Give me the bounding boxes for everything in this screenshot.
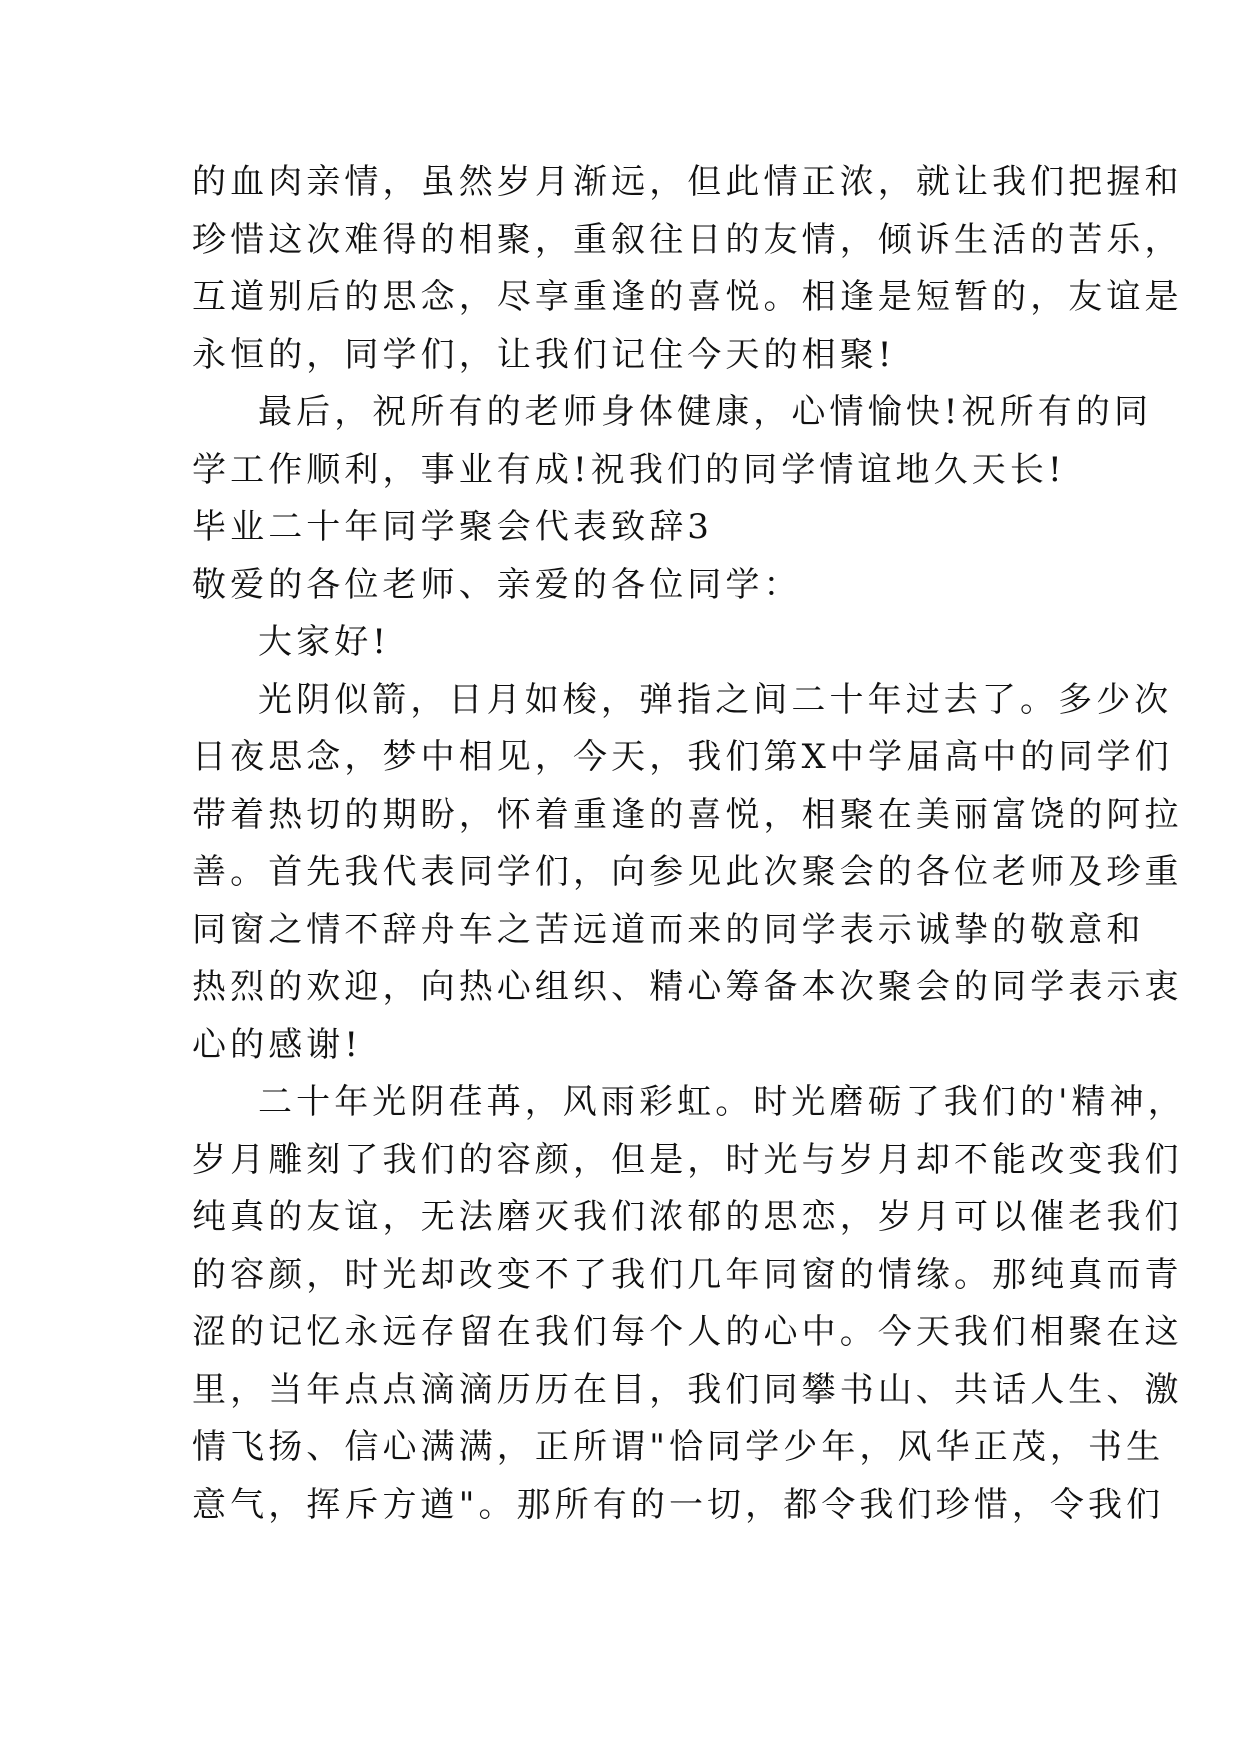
text-line: 互道别后的思念，尽享重逢的喜悦。相逢是短暂的，友谊是 — [192, 277, 1183, 317]
text-line: 涩的记忆永远存留在我们每个人的心中。今天我们相聚在这 — [192, 1312, 1183, 1352]
text-line: 二十年光阴荏苒，风雨彩虹。时光磨砺了我们的'精神， — [258, 1082, 1186, 1122]
text-line: 同窗之情不辞舟车之苦远道而来的同学表示诚挚的敬意和 — [192, 909, 1145, 950]
text-line: 毕业二十年同学聚会代表致辞3 — [192, 507, 714, 547]
text-line: 纯真的友谊，无法磨灭我们浓郁的思恋，岁月可以催老我们 — [192, 1197, 1183, 1237]
text-line: 心的感谢! — [192, 1024, 363, 1065]
document-body — [192, 154, 1186, 1534]
text-line: 岁月雕刻了我们的容颜，但是，时光与岁月却不能改变我们 — [192, 1139, 1183, 1180]
text-line: 光阴似箭，日月如梭，弹指之间二十年过去了。多少次 — [258, 679, 1173, 720]
text-line: 最后，祝所有的老师身体健康，心情愉快!祝所有的同 — [258, 392, 1153, 432]
text-line: 情飞扬、信心满满，正所谓"恰同学少年，风华正茂，书生 — [192, 1427, 1165, 1467]
text-line: 热烈的欢迎，向热心组织、精心筹备本次聚会的同学表示衷 — [192, 967, 1183, 1007]
text-line: 意气，挥斥方遒"。那所有的一切，都令我们珍惜，令我们 — [192, 1484, 1165, 1525]
text-line: 日夜思念，梦中相见，今天，我们第X中学届高中的同学们 — [192, 737, 1173, 777]
text-line: 带着热切的期盼，怀着重逢的喜悦，相聚在美丽富饶的阿拉 — [192, 794, 1183, 835]
text-line: 的血肉亲情，虽然岁月渐远，但此情正浓，就让我们把握和 — [192, 162, 1183, 202]
text-line: 里，当年点点滴滴历历在目，我们同攀书山、共话人生、激 — [192, 1369, 1183, 1410]
text-line: 大家好! — [258, 622, 391, 662]
text-line: 珍惜这次难得的相聚，重叙往日的友情，倾诉生活的苦乐， — [192, 219, 1183, 260]
text-line: 学工作顺利，事业有成!祝我们的同学情谊地久天长! — [192, 449, 1066, 490]
text-line: 敬爱的各位老师、亲爱的各位同学： — [192, 564, 802, 605]
text-line: 永恒的，同学们，让我们记住今天的相聚! — [192, 334, 896, 375]
text-line: 的容颜，时光却改变不了我们几年同窗的情缘。那纯真而青 — [192, 1254, 1183, 1295]
text-line: 善。首先我代表同学们，向参见此次聚会的各位老师及珍重 — [192, 852, 1183, 892]
